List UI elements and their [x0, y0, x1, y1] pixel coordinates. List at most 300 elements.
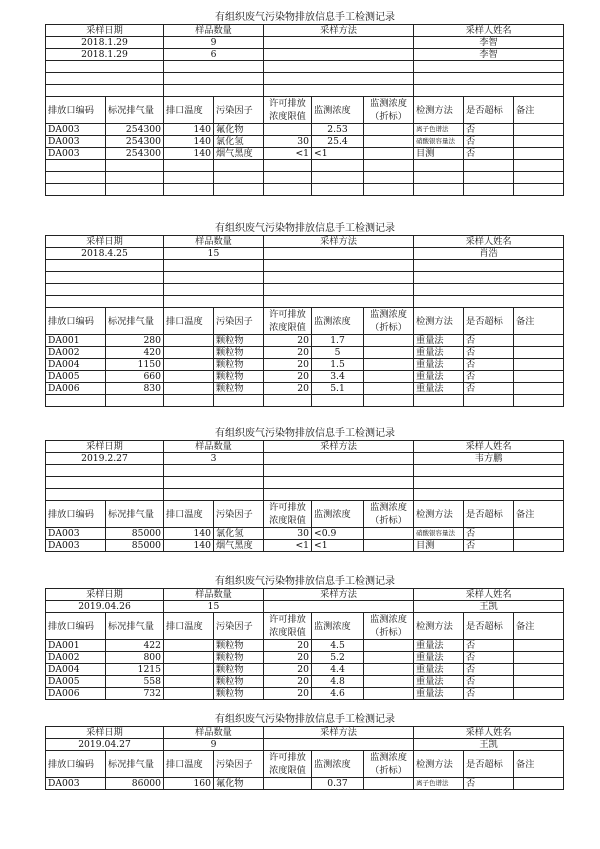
limit-value: 20 [264, 371, 312, 383]
flow-value: 422 [106, 640, 164, 652]
info-header-date: 采样日期 [46, 727, 164, 739]
record-title: 有组织废气污染物排放信息手工检测记录 [215, 428, 395, 439]
blank-cell [464, 184, 514, 196]
blank-cell [164, 85, 264, 97]
flow-value: 254300 [106, 136, 164, 148]
blank-cell [514, 184, 564, 196]
blank-cell [414, 284, 564, 296]
table-row [46, 383, 564, 395]
blank-cell [214, 395, 264, 407]
pollutant: 氟化物 [214, 778, 264, 790]
blank-cell [264, 477, 414, 489]
blank-cell [106, 172, 164, 184]
info-header-row [46, 589, 564, 601]
temp-value [164, 335, 214, 347]
blank-cell [414, 272, 564, 284]
exceed-flag: 否 [464, 652, 514, 664]
info-header-count: 样品数量 [164, 727, 264, 739]
blank-cell [414, 160, 464, 172]
table-row [46, 652, 564, 664]
col-header-method: 检测方法 [414, 613, 464, 640]
exceed-flag: 否 [464, 347, 514, 359]
col-header-flow: 标况排气量 [106, 501, 164, 528]
outlet-code: DA001 [46, 640, 106, 652]
blank-cell [514, 395, 564, 407]
blank-cell [164, 160, 214, 172]
col-header-limit: 许可排放浓度限值 [264, 751, 312, 778]
flow-value: 830 [106, 383, 164, 395]
sample-count: 3 [164, 453, 264, 465]
conc-conv-value [364, 540, 414, 552]
blank-cell [414, 477, 564, 489]
blank-cell [46, 61, 164, 73]
pollutant: 氟化物 [214, 124, 264, 136]
blank-cell [364, 172, 414, 184]
conc-conv-value [364, 664, 414, 676]
col-header-note: 备注 [514, 613, 564, 640]
blank-cell [264, 272, 414, 284]
blank-data-row [46, 160, 564, 172]
sample-row [46, 49, 564, 61]
blank-cell [414, 73, 564, 85]
outlet-code: DA006 [46, 383, 106, 395]
record-table [45, 24, 564, 196]
blank-cell [264, 260, 414, 272]
sample-row [46, 739, 564, 751]
outlet-code: DA003 [46, 148, 106, 160]
conc-value: 25.4 [312, 136, 364, 148]
test-method: 重量法 [414, 359, 464, 371]
table-row [46, 359, 564, 371]
temp-value: 160 [164, 778, 214, 790]
col-header-outlet: 排放口编码 [46, 613, 106, 640]
blank-info-row [46, 272, 564, 284]
blank-cell [164, 73, 264, 85]
col-header-conc-conv: 监测浓度（折标） [364, 613, 414, 640]
test-method: 重量法 [414, 640, 464, 652]
blank-cell [414, 260, 564, 272]
table-row [46, 148, 564, 160]
col-header-note: 备注 [514, 308, 564, 335]
exceed-flag: 否 [464, 540, 514, 552]
blank-cell [164, 296, 264, 308]
limit-value: 20 [264, 652, 312, 664]
blank-cell [264, 85, 414, 97]
temp-value: 140 [164, 124, 214, 136]
blank-cell [46, 465, 164, 477]
blank-info-row [46, 477, 564, 489]
sample-row [46, 37, 564, 49]
test-method: 硝酸银容量法 [414, 136, 464, 148]
test-method: 目测 [414, 540, 464, 552]
outlet-code: DA002 [46, 652, 106, 664]
blank-cell [46, 85, 164, 97]
blank-info-row [46, 284, 564, 296]
sample-count: 9 [164, 37, 264, 49]
sample-method [264, 601, 414, 613]
temp-value: 140 [164, 136, 214, 148]
blank-cell [164, 477, 264, 489]
col-header-conc-conv: 监测浓度（折标） [364, 308, 414, 335]
col-header-conc-conv: 监测浓度（折标） [364, 97, 414, 124]
exceed-flag: 否 [464, 664, 514, 676]
blank-cell [164, 395, 214, 407]
temp-value: 140 [164, 540, 214, 552]
limit-value: 20 [264, 640, 312, 652]
conc-conv-value [364, 148, 414, 160]
blank-data-row [46, 184, 564, 196]
exceed-flag: 否 [464, 136, 514, 148]
outlet-code: DA005 [46, 676, 106, 688]
conc-value: 4.8 [312, 676, 364, 688]
flow-value: 280 [106, 335, 164, 347]
conc-value: 5 [312, 347, 364, 359]
col-header-pollutant: 污染因子 [214, 501, 264, 528]
blank-cell [46, 489, 164, 501]
exceed-flag: 否 [464, 528, 514, 540]
blank-cell [414, 296, 564, 308]
info-header-sampler: 采样人姓名 [414, 441, 564, 453]
sample-row [46, 248, 564, 260]
col-header-conc: 监测浓度 [312, 751, 364, 778]
conc-value: <0.9 [312, 528, 364, 540]
outlet-code: DA005 [46, 371, 106, 383]
blank-cell [106, 395, 164, 407]
col-header-outlet: 排放口编码 [46, 97, 106, 124]
exceed-flag: 否 [464, 335, 514, 347]
pollutant: 颗粒物 [214, 676, 264, 688]
sample-date: 2019.04.27 [46, 739, 164, 751]
sample-date: 2019.2.27 [46, 453, 164, 465]
col-header-exceed: 是否超标 [464, 751, 514, 778]
pollutant: 烟气黑度 [214, 540, 264, 552]
record-title: 有组织废气污染物排放信息手工检测记录 [215, 12, 395, 23]
col-header-limit: 许可排放浓度限值 [264, 613, 312, 640]
limit-value: <1 [264, 148, 312, 160]
sampler-name: 李智 [414, 49, 564, 61]
test-method: 目测 [414, 148, 464, 160]
blank-cell [312, 395, 364, 407]
temp-value: 140 [164, 148, 214, 160]
info-header-row [46, 441, 564, 453]
blank-cell [264, 73, 414, 85]
temp-value [164, 652, 214, 664]
note-cell [514, 148, 564, 160]
blank-cell [514, 172, 564, 184]
conc-conv-value [364, 335, 414, 347]
limit-value: 20 [264, 664, 312, 676]
outlet-code: DA004 [46, 359, 106, 371]
col-header-limit: 许可排放浓度限值 [264, 97, 312, 124]
flow-value: 85000 [106, 540, 164, 552]
note-cell [514, 676, 564, 688]
note-cell [514, 136, 564, 148]
test-method: 硝酸银容量法 [414, 528, 464, 540]
blank-cell [214, 172, 264, 184]
pollutant: 氯化氢 [214, 136, 264, 148]
col-header-conc: 监测浓度 [312, 308, 364, 335]
limit-value: 20 [264, 359, 312, 371]
pollutant: 氯化氢 [214, 528, 264, 540]
limit-value: <1 [264, 540, 312, 552]
note-cell [514, 383, 564, 395]
blank-cell [264, 172, 312, 184]
data-header-row [46, 751, 564, 778]
temp-value [164, 664, 214, 676]
sample-date: 2018.1.29 [46, 49, 164, 61]
limit-value: 30 [264, 136, 312, 148]
limit-value: 20 [264, 335, 312, 347]
info-header-sampler: 采样人姓名 [414, 25, 564, 37]
outlet-code: DA006 [46, 688, 106, 700]
data-header-row [46, 97, 564, 124]
conc-value: 4.6 [312, 688, 364, 700]
outlet-code: DA004 [46, 664, 106, 676]
limit-value: 30 [264, 528, 312, 540]
note-cell [514, 359, 564, 371]
flow-value: 254300 [106, 124, 164, 136]
blank-cell [414, 172, 464, 184]
note-cell [514, 688, 564, 700]
note-cell [514, 778, 564, 790]
temp-value: 140 [164, 528, 214, 540]
blank-info-row [46, 85, 564, 97]
note-cell [514, 371, 564, 383]
pollutant: 颗粒物 [214, 652, 264, 664]
test-method: 离子色谱法 [414, 124, 464, 136]
outlet-code: DA003 [46, 540, 106, 552]
conc-conv-value [364, 124, 414, 136]
exceed-flag: 否 [464, 371, 514, 383]
blank-cell [464, 160, 514, 172]
col-header-exceed: 是否超标 [464, 501, 514, 528]
blank-cell [414, 184, 464, 196]
data-header-row [46, 613, 564, 640]
limit-value: 20 [264, 676, 312, 688]
blank-cell [46, 272, 164, 284]
col-header-outlet: 排放口编码 [46, 308, 106, 335]
table-row [46, 640, 564, 652]
sample-method [264, 453, 414, 465]
blank-cell [164, 172, 214, 184]
info-header-method: 采样方法 [264, 25, 414, 37]
sample-date: 2018.1.29 [46, 37, 164, 49]
conc-value: <1 [312, 148, 364, 160]
conc-value: 5.2 [312, 652, 364, 664]
info-header-date: 采样日期 [46, 589, 164, 601]
conc-conv-value [364, 676, 414, 688]
blank-cell [46, 172, 106, 184]
pollutant: 颗粒物 [214, 347, 264, 359]
sampler-name: 肖浩 [414, 248, 564, 260]
col-header-method: 检测方法 [414, 97, 464, 124]
limit-value: 20 [264, 383, 312, 395]
blank-cell [164, 284, 264, 296]
data-header-row [46, 501, 564, 528]
sampler-name: 韦方鹏 [414, 453, 564, 465]
blank-cell [164, 260, 264, 272]
blank-info-row [46, 296, 564, 308]
temp-value [164, 688, 214, 700]
col-header-exceed: 是否超标 [464, 308, 514, 335]
conc-value: 0.37 [312, 778, 364, 790]
col-header-temp: 排口温度 [164, 613, 214, 640]
col-header-conc-conv: 监测浓度（折标） [364, 751, 414, 778]
flow-value: 86000 [106, 778, 164, 790]
col-header-conc: 监测浓度 [312, 97, 364, 124]
col-header-method: 检测方法 [414, 501, 464, 528]
test-method: 重量法 [414, 347, 464, 359]
conc-conv-value [364, 359, 414, 371]
sampler-name: 王凯 [414, 739, 564, 751]
col-header-conc-conv: 监测浓度（折标） [364, 501, 414, 528]
test-method: 重量法 [414, 383, 464, 395]
blank-cell [164, 489, 264, 501]
flow-value: 660 [106, 371, 164, 383]
temp-value [164, 383, 214, 395]
col-header-flow: 标况排气量 [106, 308, 164, 335]
col-header-conc: 监测浓度 [312, 501, 364, 528]
col-header-conc: 监测浓度 [312, 613, 364, 640]
pollutant: 颗粒物 [214, 640, 264, 652]
blank-cell [264, 489, 414, 501]
table-row [46, 347, 564, 359]
note-cell [514, 652, 564, 664]
note-cell [514, 664, 564, 676]
col-header-method: 检测方法 [414, 308, 464, 335]
col-header-limit: 许可排放浓度限值 [264, 308, 312, 335]
blank-info-row [46, 61, 564, 73]
col-header-pollutant: 污染因子 [214, 97, 264, 124]
pollutant: 颗粒物 [214, 664, 264, 676]
info-header-count: 样品数量 [164, 236, 264, 248]
sample-count: 6 [164, 49, 264, 61]
outlet-code: DA003 [46, 528, 106, 540]
exceed-flag: 否 [464, 383, 514, 395]
temp-value [164, 359, 214, 371]
conc-conv-value [364, 136, 414, 148]
conc-conv-value [364, 528, 414, 540]
info-header-sampler: 采样人姓名 [414, 727, 564, 739]
pollutant: 颗粒物 [214, 688, 264, 700]
blank-cell [106, 184, 164, 196]
info-header-count: 样品数量 [164, 589, 264, 601]
blank-cell [214, 160, 264, 172]
blank-cell [414, 85, 564, 97]
blank-cell [414, 465, 564, 477]
blank-cell [46, 73, 164, 85]
test-method: 重量法 [414, 371, 464, 383]
blank-cell [164, 272, 264, 284]
conc-value: <1 [312, 540, 364, 552]
col-header-flow: 标况排气量 [106, 751, 164, 778]
col-header-temp: 排口温度 [164, 751, 214, 778]
blank-cell [46, 184, 106, 196]
blank-cell [264, 184, 312, 196]
blank-cell [264, 465, 414, 477]
record-title: 有组织废气污染物排放信息手工检测记录 [215, 223, 395, 234]
table-row [46, 676, 564, 688]
col-header-temp: 排口温度 [164, 501, 214, 528]
blank-cell [46, 260, 164, 272]
info-header-row [46, 727, 564, 739]
exceed-flag: 否 [464, 688, 514, 700]
sample-method [264, 739, 414, 751]
record-table [45, 588, 564, 700]
note-cell [514, 640, 564, 652]
blank-cell [264, 296, 414, 308]
sample-count: 15 [164, 248, 264, 260]
col-header-flow: 标况排气量 [106, 97, 164, 124]
outlet-code: DA001 [46, 335, 106, 347]
exceed-flag: 否 [464, 148, 514, 160]
col-header-temp: 排口温度 [164, 97, 214, 124]
info-header-date: 采样日期 [46, 441, 164, 453]
sample-row [46, 601, 564, 613]
sample-row [46, 453, 564, 465]
blank-cell [164, 61, 264, 73]
conc-conv-value [364, 640, 414, 652]
col-header-note: 备注 [514, 501, 564, 528]
col-header-note: 备注 [514, 751, 564, 778]
blank-data-row [46, 172, 564, 184]
blank-cell [312, 184, 364, 196]
info-header-method: 采样方法 [264, 441, 414, 453]
info-header-method: 采样方法 [264, 589, 414, 601]
blank-cell [264, 160, 312, 172]
note-cell [514, 540, 564, 552]
flow-value: 1150 [106, 359, 164, 371]
conc-conv-value [364, 688, 414, 700]
info-header-sampler: 采样人姓名 [414, 236, 564, 248]
conc-conv-value [364, 383, 414, 395]
table-row [46, 124, 564, 136]
data-header-row [46, 308, 564, 335]
blank-cell [46, 477, 164, 489]
blank-cell [464, 172, 514, 184]
info-header-row [46, 236, 564, 248]
sample-date: 2019.04.26 [46, 601, 164, 613]
conc-value: 4.5 [312, 640, 364, 652]
record-title: 有组织废气污染物排放信息手工检测记录 [215, 714, 395, 725]
temp-value [164, 371, 214, 383]
info-header-date: 采样日期 [46, 236, 164, 248]
sample-method [264, 37, 414, 49]
col-header-exceed: 是否超标 [464, 613, 514, 640]
limit-value: 20 [264, 347, 312, 359]
temp-value [164, 347, 214, 359]
blank-cell [46, 284, 164, 296]
col-header-note: 备注 [514, 97, 564, 124]
exceed-flag: 否 [464, 778, 514, 790]
flow-value: 800 [106, 652, 164, 664]
sample-count: 15 [164, 601, 264, 613]
sample-count: 9 [164, 739, 264, 751]
info-header-method: 采样方法 [264, 727, 414, 739]
blank-cell [364, 160, 414, 172]
limit-value [264, 124, 312, 136]
table-row [46, 688, 564, 700]
sample-date: 2018.4.25 [46, 248, 164, 260]
flow-value: 420 [106, 347, 164, 359]
col-header-outlet: 排放口编码 [46, 751, 106, 778]
outlet-code: DA002 [46, 347, 106, 359]
blank-cell [514, 160, 564, 172]
info-header-date: 采样日期 [46, 25, 164, 37]
sampler-name: 李智 [414, 37, 564, 49]
conc-conv-value [364, 778, 414, 790]
temp-value [164, 640, 214, 652]
